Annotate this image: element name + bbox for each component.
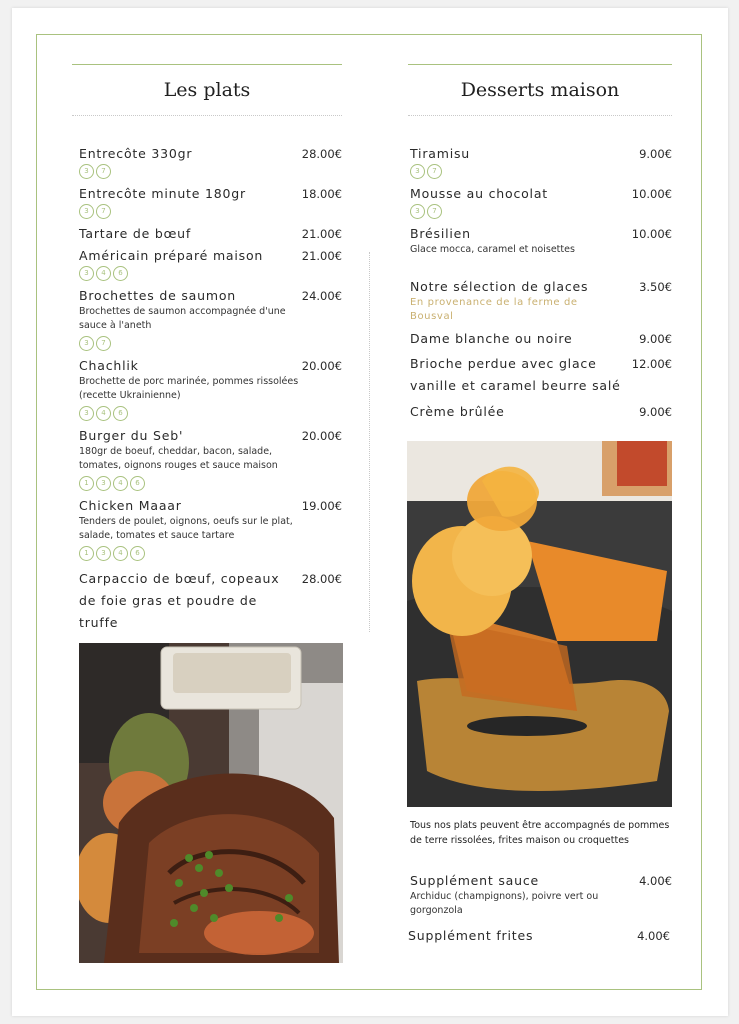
item-name: Crème brûlée	[410, 404, 505, 419]
item-name: Mousse au chocolat	[410, 186, 548, 201]
allergen-badge: 6	[130, 546, 145, 561]
item-row	[79, 226, 342, 241]
allergen-badge: 3	[79, 204, 94, 219]
item-price: 10.00€	[631, 187, 672, 201]
item-row	[410, 186, 672, 201]
item-name: Américain préparé maison	[79, 248, 264, 263]
plats-title: Les plats	[163, 79, 251, 101]
menu-item-carpaccio	[79, 568, 342, 634]
item-name: Dame blanche ou noire	[410, 331, 573, 346]
menu-item	[79, 186, 342, 219]
allergen-badge: 3	[96, 476, 111, 491]
item-price: 4.00€	[637, 929, 670, 943]
item-name: Carpaccio de bœuf, copeaux de foie gras et poudre de truffe	[79, 571, 280, 630]
item-name: Brochettes de saumon	[79, 288, 236, 303]
item-price: 21.00€	[301, 249, 342, 263]
item-description: En provenance de la ferme de Bousval	[410, 297, 578, 322]
allergen-badge: 6	[113, 266, 128, 281]
allergen-badge: 7	[96, 204, 111, 219]
allergen-badge: 4	[113, 546, 128, 561]
item-name: Entrecôte 330gr	[79, 146, 193, 161]
menu-item-glaces	[410, 279, 672, 324]
dessert-photo	[407, 441, 672, 807]
allergen-badge: 3	[410, 164, 425, 179]
allergen-badge: 3	[410, 204, 425, 219]
column-divider	[369, 252, 370, 632]
allergen-badge: 7	[427, 164, 442, 179]
allergen-list	[79, 406, 342, 421]
item-price: 21.00€	[301, 227, 342, 241]
item-row	[79, 498, 342, 513]
item-name: Tiramisu	[410, 146, 471, 161]
item-price: 12.00€	[631, 357, 672, 371]
item-price: 20.00€	[301, 359, 342, 373]
desserts-list	[408, 146, 672, 419]
item-name: Brioche perdue avec glace vanille et caramel beurre salé	[410, 356, 621, 393]
allergen-badge: 7	[427, 204, 442, 219]
allergen-badge: 4	[96, 266, 111, 281]
allergen-badge: 6	[113, 406, 128, 421]
item-row	[79, 186, 342, 201]
item-row	[410, 146, 672, 161]
accompaniment-note: Tous nos plats peuvent être accompagnés de pommes de terre rissolées, frites maison ou croquettes	[410, 820, 670, 846]
item-row	[79, 428, 342, 443]
menu-item-dame-blanche	[410, 331, 672, 346]
allergen-badge: 7	[96, 164, 111, 179]
item-row	[410, 226, 672, 241]
item-name: Supplément sauce	[410, 873, 540, 888]
item-name: Burger du Seb'	[79, 428, 184, 443]
item-price: 4.00€	[639, 874, 672, 888]
menu-item	[79, 248, 342, 281]
item-row	[79, 288, 342, 303]
menu-item	[410, 186, 672, 219]
item-price: 20.00€	[301, 429, 342, 443]
allergen-badge: 4	[96, 406, 111, 421]
allergen-badge: 7	[96, 336, 111, 351]
item-price: 18.00€	[301, 187, 342, 201]
menu-item	[79, 288, 342, 351]
allergen-badge: 3	[79, 266, 94, 281]
item-name: Notre sélection de glaces	[410, 279, 589, 294]
allergen-list	[79, 266, 342, 281]
allergen-list	[79, 336, 342, 351]
menu-item-supplement-frites	[408, 928, 670, 943]
menu-item-supplement-sauce	[410, 873, 672, 918]
item-description: Brochette de porc marinée, pommes rissolées (recette Ukrainienne)	[79, 376, 299, 401]
item-description: Brochettes de saumon accompagnée d'une sauce à l'aneth	[79, 306, 286, 331]
item-name: Chachlik	[79, 358, 139, 373]
item-price: 9.00€	[639, 147, 672, 161]
item-price: 10.00€	[631, 227, 672, 241]
menu-item-brioche	[410, 353, 672, 397]
menu-item	[79, 498, 342, 561]
item-name: Chicken Maaar	[79, 498, 182, 513]
allergen-badge: 3	[96, 546, 111, 561]
allergen-list	[79, 476, 342, 491]
item-name: Entrecôte minute 180gr	[79, 186, 246, 201]
item-description: Archiduc (champignons), poivre vert ou gorgonzola	[410, 891, 599, 916]
menu-item-creme-brulee	[410, 404, 672, 419]
plats-column	[72, 64, 342, 641]
allergen-badge: 4	[113, 476, 128, 491]
allergen-badge: 1	[79, 476, 94, 491]
steak-photo	[79, 643, 343, 963]
allergen-badge: 1	[79, 546, 94, 561]
item-name: Supplément frites	[408, 928, 534, 943]
item-name: Tartare de bœuf	[79, 226, 192, 241]
allergen-list	[410, 164, 672, 179]
allergen-badge: 6	[130, 476, 145, 491]
menu-item	[410, 146, 672, 179]
allergen-list	[79, 546, 342, 561]
item-price: 3.50€	[639, 280, 672, 294]
item-description: Tenders de poulet, oignons, oeufs sur le plat, salade, tomates et sauce tartare	[79, 516, 293, 541]
desserts-title: Desserts maison	[460, 79, 620, 101]
item-row	[79, 248, 342, 263]
item-description: 180gr de boeuf, cheddar, bacon, salade, tomates, oignons rouges et sauce maison	[79, 446, 278, 471]
desserts-title-rule	[408, 115, 672, 116]
allergen-badge: 3	[79, 336, 94, 351]
menu-item	[79, 226, 342, 241]
item-row	[79, 358, 342, 373]
item-price: 9.00€	[639, 332, 672, 346]
item-price: 9.00€	[639, 405, 672, 419]
menu-item	[79, 358, 342, 421]
allergen-list	[410, 204, 672, 219]
item-name: Brésilien	[410, 226, 471, 241]
item-price: 24.00€	[301, 289, 342, 303]
allergen-badge: 3	[79, 406, 94, 421]
menu-item	[410, 226, 672, 257]
item-price: 28.00€	[301, 147, 342, 161]
desserts-column	[408, 64, 672, 426]
item-price: 28.00€	[301, 572, 342, 586]
item-row	[79, 568, 342, 634]
item-row	[79, 146, 342, 161]
allergen-list	[79, 204, 342, 219]
plats-title-rule	[72, 115, 342, 116]
allergen-list	[79, 164, 342, 179]
menu-item	[79, 428, 342, 491]
allergen-badge: 3	[79, 164, 94, 179]
item-price: 19.00€	[301, 499, 342, 513]
plats-top-rule	[72, 64, 342, 65]
desserts-top-rule	[408, 64, 672, 65]
menu-item	[79, 146, 342, 179]
plats-list	[72, 146, 342, 634]
item-description: Glace mocca, caramel et noisettes	[410, 244, 575, 255]
